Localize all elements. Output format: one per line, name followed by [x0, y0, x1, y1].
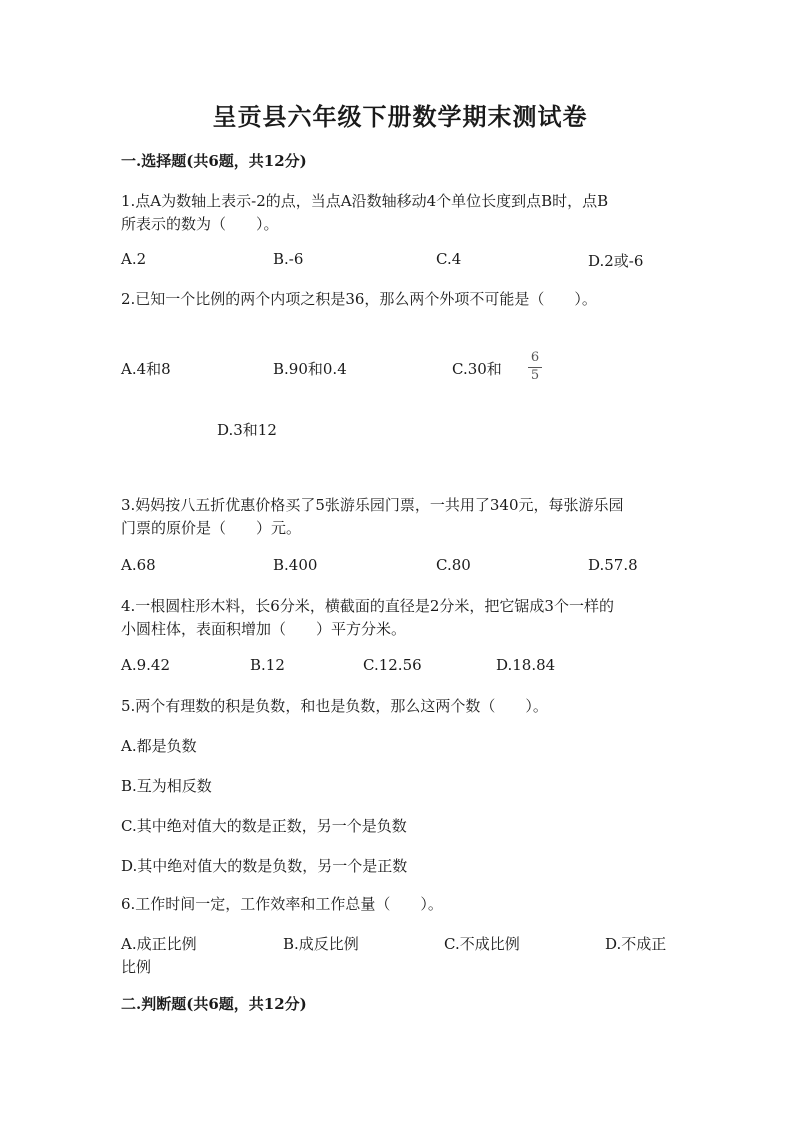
question-3-line-2: 门票的原价是（ ）元。: [121, 519, 302, 537]
question-5-option-d: D.其中绝对值大的数是负数，另一个是正数: [121, 857, 408, 875]
question-4-line-2: 小圆柱体，表面积增加（ ）平方分米。: [121, 620, 407, 638]
question-5-option-c: C.其中绝对值大的数是正数，另一个是负数: [121, 817, 407, 835]
fraction-numerator: 6: [530, 350, 540, 365]
question-3-option-b: B.400: [273, 556, 318, 574]
question-1-option-d: D.2或-6: [588, 252, 644, 270]
question-4-line-1: 4.一根圆柱形木料，长6分米，横截面的直径是2分米，把它锯成3个一样的: [121, 597, 614, 615]
question-2-option-c: C.30和: [452, 360, 502, 378]
question-6-line-1: 6.工作时间一定，工作效率和工作总量（ ）。: [121, 895, 443, 913]
question-6-option-b: B.成反比例: [283, 935, 359, 953]
question-2-option-d: D.3和12: [217, 421, 277, 439]
question-3-option-a: A.68: [121, 556, 156, 574]
section-heading-judgment: 二.判断题(共6题，共12分): [121, 995, 307, 1013]
page-title: 呈贡县六年级下册数学期末测试卷: [212, 102, 588, 131]
question-6-option-d-wrap: 比例: [121, 958, 152, 976]
question-3-line-1: 3.妈妈按八五折优惠价格买了5张游乐园门票，一共用了340元，每张游乐园: [121, 496, 624, 514]
fraction-denominator: 5: [530, 368, 540, 383]
question-2-option-b: B.90和0.4: [273, 360, 347, 378]
question-1-option-b: B.-6: [273, 250, 304, 268]
question-4-option-d: D.18.84: [496, 656, 556, 674]
question-4-option-b: B.12: [250, 656, 285, 674]
question-2-option-a: A.4和8: [121, 360, 171, 378]
question-3-option-c: C.80: [436, 556, 471, 574]
question-2-line-1: 2.已知一个比例的两个内项之积是36，那么两个外项不可能是（ ）。: [121, 290, 597, 308]
question-5-line-1: 5.两个有理数的积是负数，和也是负数，那么这两个数（ ）。: [121, 697, 548, 715]
question-4-option-a: A.9.42: [121, 656, 170, 674]
section-heading-choice: 一.选择题(共6题，共12分): [121, 152, 307, 170]
question-3-option-d: D.57.8: [588, 556, 638, 574]
fraction-six-fifths: [528, 351, 542, 383]
question-1-line-1: 1.点A为数轴上表示-2的点，当点A沿数轴移动4个单位长度到点B时，点B: [121, 192, 609, 210]
question-6-option-d: D.不成正: [605, 935, 667, 953]
question-1-option-a: A.2: [121, 250, 147, 268]
question-4-option-c: C.12.56: [363, 656, 422, 674]
question-5-option-b: B.互为相反数: [121, 777, 212, 795]
question-1-line-2: 所表示的数为（ ）。: [121, 215, 279, 233]
question-6-option-a: A.成正比例: [121, 935, 197, 953]
question-1-option-c: C.4: [436, 250, 462, 268]
question-5-option-a: A.都是负数: [121, 737, 197, 755]
question-6-option-c: C.不成比例: [444, 935, 520, 953]
